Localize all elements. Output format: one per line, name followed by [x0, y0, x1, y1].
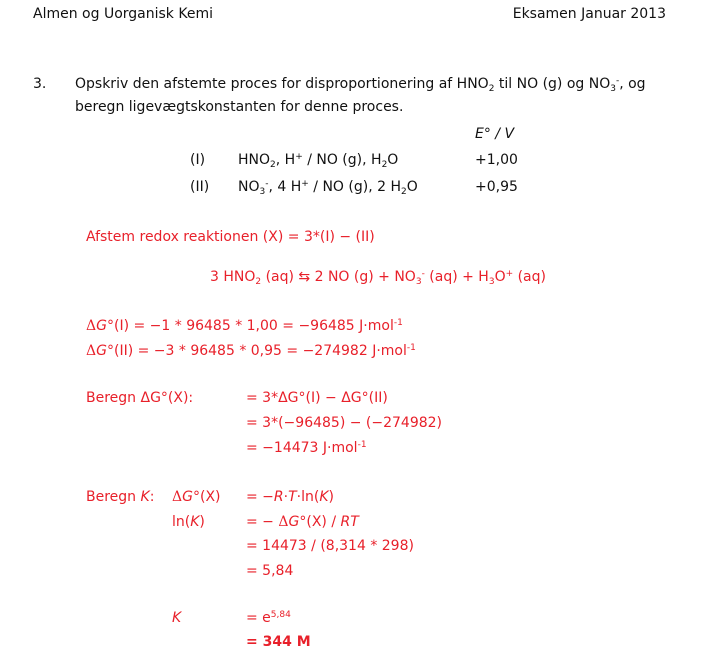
- beregn-dg-label: Beregn ΔG°(X):: [86, 390, 194, 406]
- k-result: = 344 M: [246, 634, 311, 650]
- table-row-couple: $HNO_2$, H+ / NO (g), $H_2O$: [238, 152, 399, 170]
- k-step-rt: = −R·T·ln(K): [246, 489, 335, 505]
- table-row-label: (I): [190, 152, 206, 168]
- balanced-reaction: 3 $HNO_2$ (aq) ⇆ 2 NO $(g) + NO_3^-$ $(aq) + H_3O^+$ (aq): [210, 269, 546, 287]
- dg-step: = 3*(−96485) − (−274982): [246, 415, 443, 431]
- k-lhs-2: ln(K): [172, 514, 205, 530]
- k-symbol: K: [172, 610, 182, 626]
- dg-step: = −14473 J·mol$^{-1}$: [246, 440, 367, 456]
- k-step: = 5,84: [246, 563, 294, 579]
- table-row-value: +0,95: [475, 179, 518, 195]
- table-row-value: +1,00: [475, 152, 518, 168]
- table-header-potential: E° / V: [475, 126, 515, 142]
- table-row-couple: $NO_3^-$, 4 H+ / NO (g), 2 $H_2O$: [238, 179, 418, 197]
- k-lhs-1: ΔG°(X): [172, 489, 221, 505]
- delta-g-2: ΔG°(II) = −3 * 96485 * 0,95 = −274982 J·mol$^{-1}$: [86, 343, 416, 359]
- question-line-2: beregn ligevægtskonstanten for denne proces.: [75, 99, 404, 115]
- question-line-1: Opskriv den afstemte proces for disproportionering af $HNO_2$ til NO (g) og $NO_3^-$, og: [75, 76, 646, 94]
- table-row-label: (II): [190, 179, 210, 195]
- k-step: = 14473 / (8,314 * 298): [246, 538, 414, 554]
- k-exp: = $e^{5,84}$: [246, 610, 291, 626]
- question-number: 3.: [33, 76, 47, 92]
- balance-label: Afstem redox reaktionen (X) = 3*(I) − (II): [86, 229, 375, 245]
- beregn-k-label: Beregn K:: [86, 489, 155, 505]
- delta-g-1: ΔG°(I) = −1 * 96485 * 1,00 = −96485 J·mol$^{-1}$: [86, 318, 403, 334]
- header-right: Eksamen Januar 2013: [512, 6, 666, 22]
- k-step-ln: = − ΔG°(X) / RT: [246, 514, 359, 530]
- dg-step: = 3*ΔG°(I) − ΔG°(II): [246, 390, 388, 406]
- header-left: Almen og Uorganisk Kemi: [33, 6, 213, 22]
